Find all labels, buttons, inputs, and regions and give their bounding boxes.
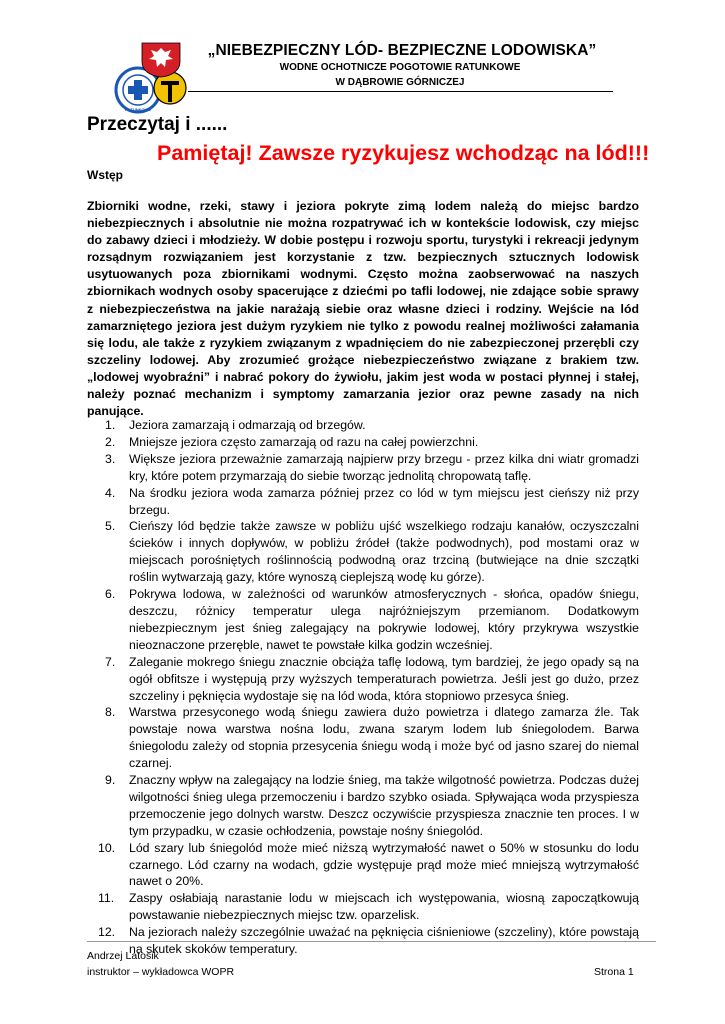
- footer-role: instruktor – wykładowca WOPR: [87, 966, 235, 978]
- list-item: [87, 654, 639, 705]
- list-item-number: 7.: [105, 654, 116, 669]
- list-item: [87, 840, 639, 891]
- list-item-number: 5.: [105, 519, 116, 534]
- list-item-number: 9.: [105, 773, 116, 788]
- list-item: [87, 586, 639, 654]
- list-item: [87, 704, 639, 772]
- intro-paragraph: Zbiorniki wodne, rzeki, stawy i jeziora pokryte zimą lodem należą do miejsc bardzo niebezpiecznych i absolutnie nie można rozpatrywać ich w kontekście lodowisk, czy miejsc do zabawy dzieci i młodzieży. W dobie postępu i rozwoju sportu, turystyki i rekreacji jedynym rozsądnym rozwiązaniem jest korzystanie z tzw. bezpiecznych sztucznych lodowisk usytuowanych poza zbiornikami wodnymi. Często można zaobserwować na naszych zbiornikach wodnych osoby spacerujące z dziećmi po tafli lodowej, nie zdające sobie sprawy z niebezpieczeństwa na jakie narażają siebie oraz własne dzieci i rodziny. Wejście na lód zamarzniętego jeziora jest dużym ryzykiem nie tylko z powodu realnej możliwości załamania się lodu, ale także z ryzykiem związanym z wpadnięciem do nie zabezpieczonej przerębli czy szczeliny lodowej. Aby zrozumieć grożące niebezpieczeństwo związane z brakiem tzw. „lodowej wyobraźni” i nabrać pokory do żywiołu, jakim jest woda w postaci płynnej i stałej, należy poznać mechanizm i symptomy zamarzania jezior oraz pewne zasady na nich panujące.: [87, 199, 639, 419]
- svg-text:RATUNKOWE: RATUNKOWE: [124, 107, 152, 112]
- list-item-text: Lód szary lub śniegolód może mieć niższą wytrzymałość nawet o 50% w stosunku do lodu czarnego. Lód czarny na wodach, gdzie występuje prąd może mieć mniejszą wytrzymałość nawet o 20%.: [129, 840, 639, 889]
- intro-heading: Wstęp: [87, 168, 123, 182]
- list-item: [87, 417, 639, 434]
- list-item-text: Cieńszy lód będzie także zawsze w pobliżu ujść wszelkiego rodzaju kanałów, oczyszczalni ścieków i innych dopływów, w pobliżu źródeł (także podwodnych), pod mostami oraz w miejscach porośniętych roślinnością podwodną oraz trzciną (butwiejące na dnie szczątki roślin wytwarzają gazy, które wynoszą cieplejszą wodę ku górze).: [129, 519, 639, 585]
- page-number: Strona 1: [594, 966, 634, 978]
- footer-author: Andrzej Latosik: [87, 950, 159, 962]
- list-item-text: Warstwa przesyconego wodą śniegu zawiera dużo powietrza i dlatego zamarza źle. Tak powstaje nowa warstwa nośna lodu, zwana szarym lodem lub śniegolodem. Barwa śniegolodu zależy od stopnia przesycenia śniegu wodą i może być od jasno szarej do niemal czarnej.: [129, 705, 639, 771]
- list-item: [87, 890, 639, 924]
- list-item-number: 4.: [105, 485, 116, 500]
- list-item-text: Mniejsze jeziora często zamarzają od razu na całej powierzchni.: [129, 434, 479, 449]
- list-item: [87, 518, 639, 586]
- list-item: [87, 772, 639, 840]
- header-organization: WODNE OCHOTNICZE POGOTOWIE RATUNKOWE: [279, 62, 521, 73]
- list-item: [87, 485, 639, 519]
- list-item-number: 8.: [105, 705, 116, 720]
- list-item-number: 1.: [105, 418, 116, 432]
- city-coat-of-arms-icon: [138, 42, 184, 78]
- list-item-number: 11.: [98, 891, 115, 906]
- list-item-text: Jeziora zamarzają i odmarzają od brzegów.: [129, 418, 366, 432]
- list-item-text: Zaleganie mokrego śniegu znacznie obciąża taflę lodową, tym bardziej, że jego opady są na ogół obfitsze i występują przy wyższych temperaturach powietrza. Jeśli jest go dużo, przez szczeliny i pęknięcia wydostaje się na lód woda, która stopniowo przesyca śnieg.: [129, 654, 639, 703]
- list-item-number: 3.: [105, 451, 116, 466]
- list-item-number: 12.: [98, 925, 116, 940]
- list-item-text: Na środku jeziora woda zamarza później przez co lód w tym miejscu jest cieńszy niż przy brzegu.: [129, 485, 639, 517]
- list-item: [87, 451, 639, 485]
- list-item-number: 10.: [98, 840, 116, 855]
- header-title: „NIEBEZPIECZNY LÓD- BEZPIECZNE LODOWISKA”: [207, 42, 597, 59]
- rules-list: [87, 417, 639, 958]
- list-item-number: 6.: [105, 587, 116, 602]
- list-item-text: Na jeziorach należy szczególnie uważać na pęknięcia ciśnieniowe (szczeliny), które powstają na skutek skoków temperatury.: [129, 925, 639, 957]
- list-item-text: Pokrywa lodowa, w zależności od warunków atmosferycznych - słońca, opadów śniegu, deszczu, różnicy temperatur ulega najróżniejszym przemianom. Dodatkowym niebezpiecznym jest śnieg zalegający na pokrywie lodowej, który przykrywa wszystkie nieoznaczone przeręble, nawet te powstałe kilka godzin wcześniej.: [129, 587, 639, 652]
- read-title: Przeczytaj i ......: [87, 114, 228, 135]
- header-divider: [188, 91, 613, 92]
- header-location: W DĄBROWIE GÓRNICZEJ: [335, 77, 465, 88]
- footer-divider: [87, 941, 656, 942]
- list-item: [87, 434, 639, 451]
- list-item-number: 2.: [105, 434, 116, 449]
- list-item-text: Większe jeziora przeważnie zamarzają najpierw przy brzegu - przez kilka dni wiatr gromadzi kry, które potem przymarzają do siebie tworząc jednolitą chropowatą taflę.: [129, 451, 639, 483]
- list-item-text: Zaspy osłabiają narastanie lodu w miejscach ich występowania, wiosną zapoczątkowują powstawanie niebezpiecznych miejsc tzw. oparzelisk.: [129, 891, 639, 923]
- list-item-text: Znaczny wpływ na zalegający na lodzie śnieg, ma także wilgotność powietrza. Podczas dużej wilgotności śnieg ulega przemoczeniu i bardzo szybko osiada. Spływająca woda przyspiesza przemoczenie jego dolnych warstw. Deszcz oczywiście przyspiesza znacznie ten proces. I w tym przypadku, w czasie ochłodzenia, powstaje nośny śniegolód.: [129, 773, 639, 838]
- warning-headline: Pamiętaj! Zawsze ryzykujesz wchodząc na lód!!!: [157, 141, 650, 165]
